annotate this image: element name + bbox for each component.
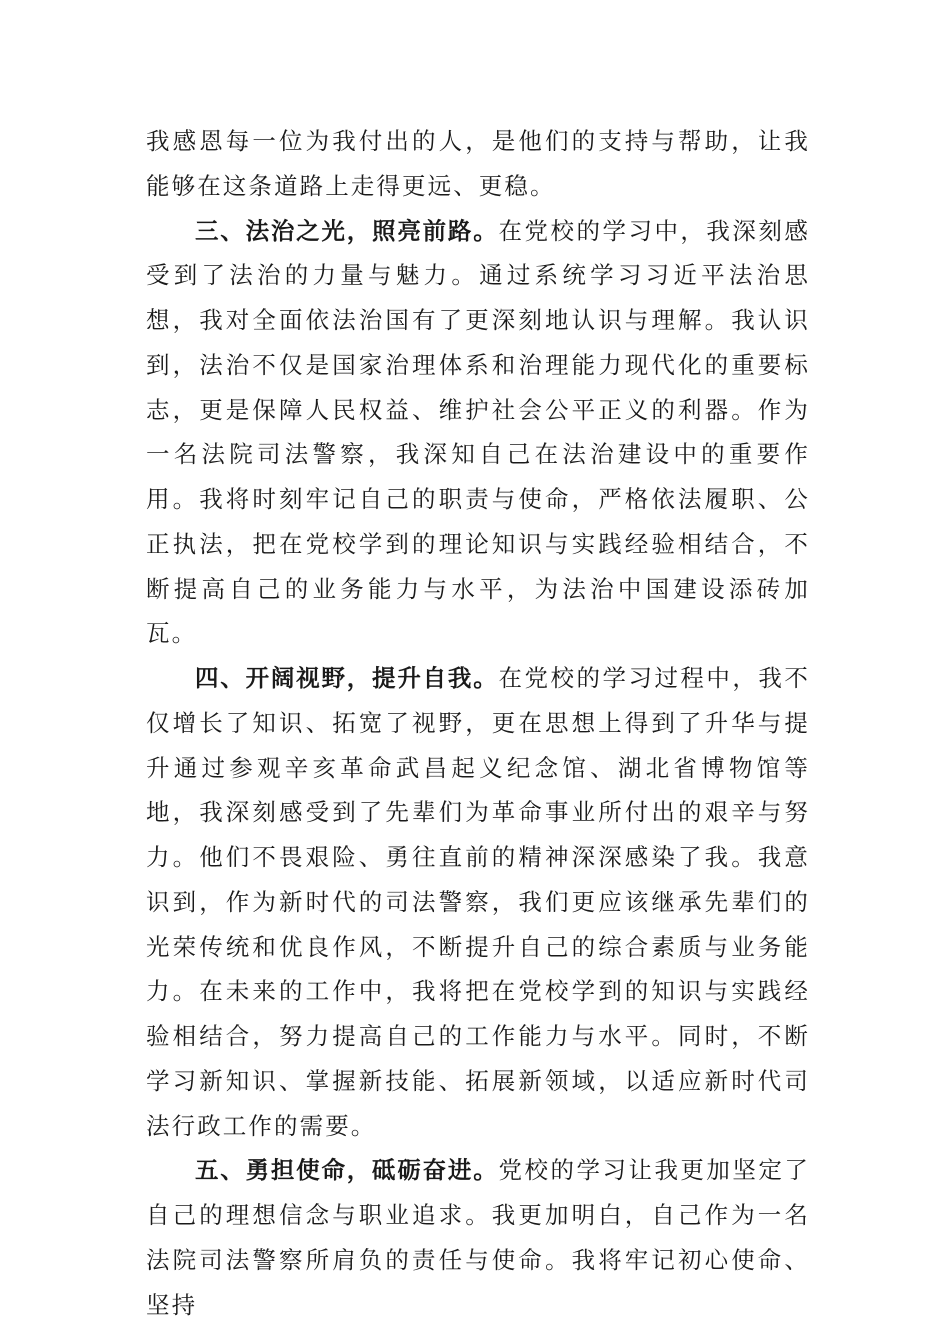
section-heading-five: 五、勇担使命，砥砺奋进。: [195, 1156, 499, 1185]
paragraph-text: 在党校的学习中，我深刻感受到了法治的力量与魅力。通过系统学习习近平法治思想，我对全面依法治国有了更深刻地认识与理解。我认识到，法治不仅是国家治理体系和治理能力现代化的重要标志，更是保障人民权益、维护社会公平正义的利器。作为一名法院司法警察，我深知自己在法治建设中的重要作用。我将时刻牢记自己的职责与使命，严格依法履职、公正执法，把在党校学到的理论知识与实践经验相结合，不断提高自己的业务能力与水平，为法治中国建设添砖加瓦。: [146, 216, 810, 648]
paragraph-text: 我感恩每一位为我付出的人，是他们的支持与帮助，让我能够在这条道路上走得更远、更稳。: [146, 127, 810, 200]
paragraph-broaden-horizons: [146, 656, 810, 1148]
paragraph-text: 党校的学习让我更加坚定了自己的理想信念与职业追求。我更加明白，自己作为一名法院司法警察所肩负的责任与使命。我将牢记初心使命、坚持: [146, 1156, 810, 1319]
paragraph-text: 在党校的学习过程中，我不仅增长了知识、拓宽了视野，更在思想上得到了升华与提升通过参观辛亥革命武昌起义纪念馆、湖北省博物馆等地，我深刻感受到了先辈们为革命事业所付出的艰辛与努力。他们不畏艰险、勇往直前的精神深深感染了我。我意识到，作为新时代的司法警察，我们更应该继承先辈们的光荣传统和优良作风，不断提升自己的综合素质与业务能力。在未来的工作中，我将把在党校学到的知识与实践经验相结合，努力提高自己的工作能力与水平。同时，不断学习新知识、掌握新技能、拓展新领域，以适应新时代司法行政工作的需要。: [146, 664, 810, 1140]
paragraph-rule-of-law: [146, 209, 810, 657]
document-body: [146, 119, 810, 1327]
section-heading-three: 三、法治之光，照亮前路。: [195, 216, 499, 245]
paragraph-mission: [146, 1148, 810, 1327]
section-heading-four: 四、开阔视野，提升自我。: [195, 664, 499, 692]
paragraph-gratitude: [146, 119, 810, 209]
